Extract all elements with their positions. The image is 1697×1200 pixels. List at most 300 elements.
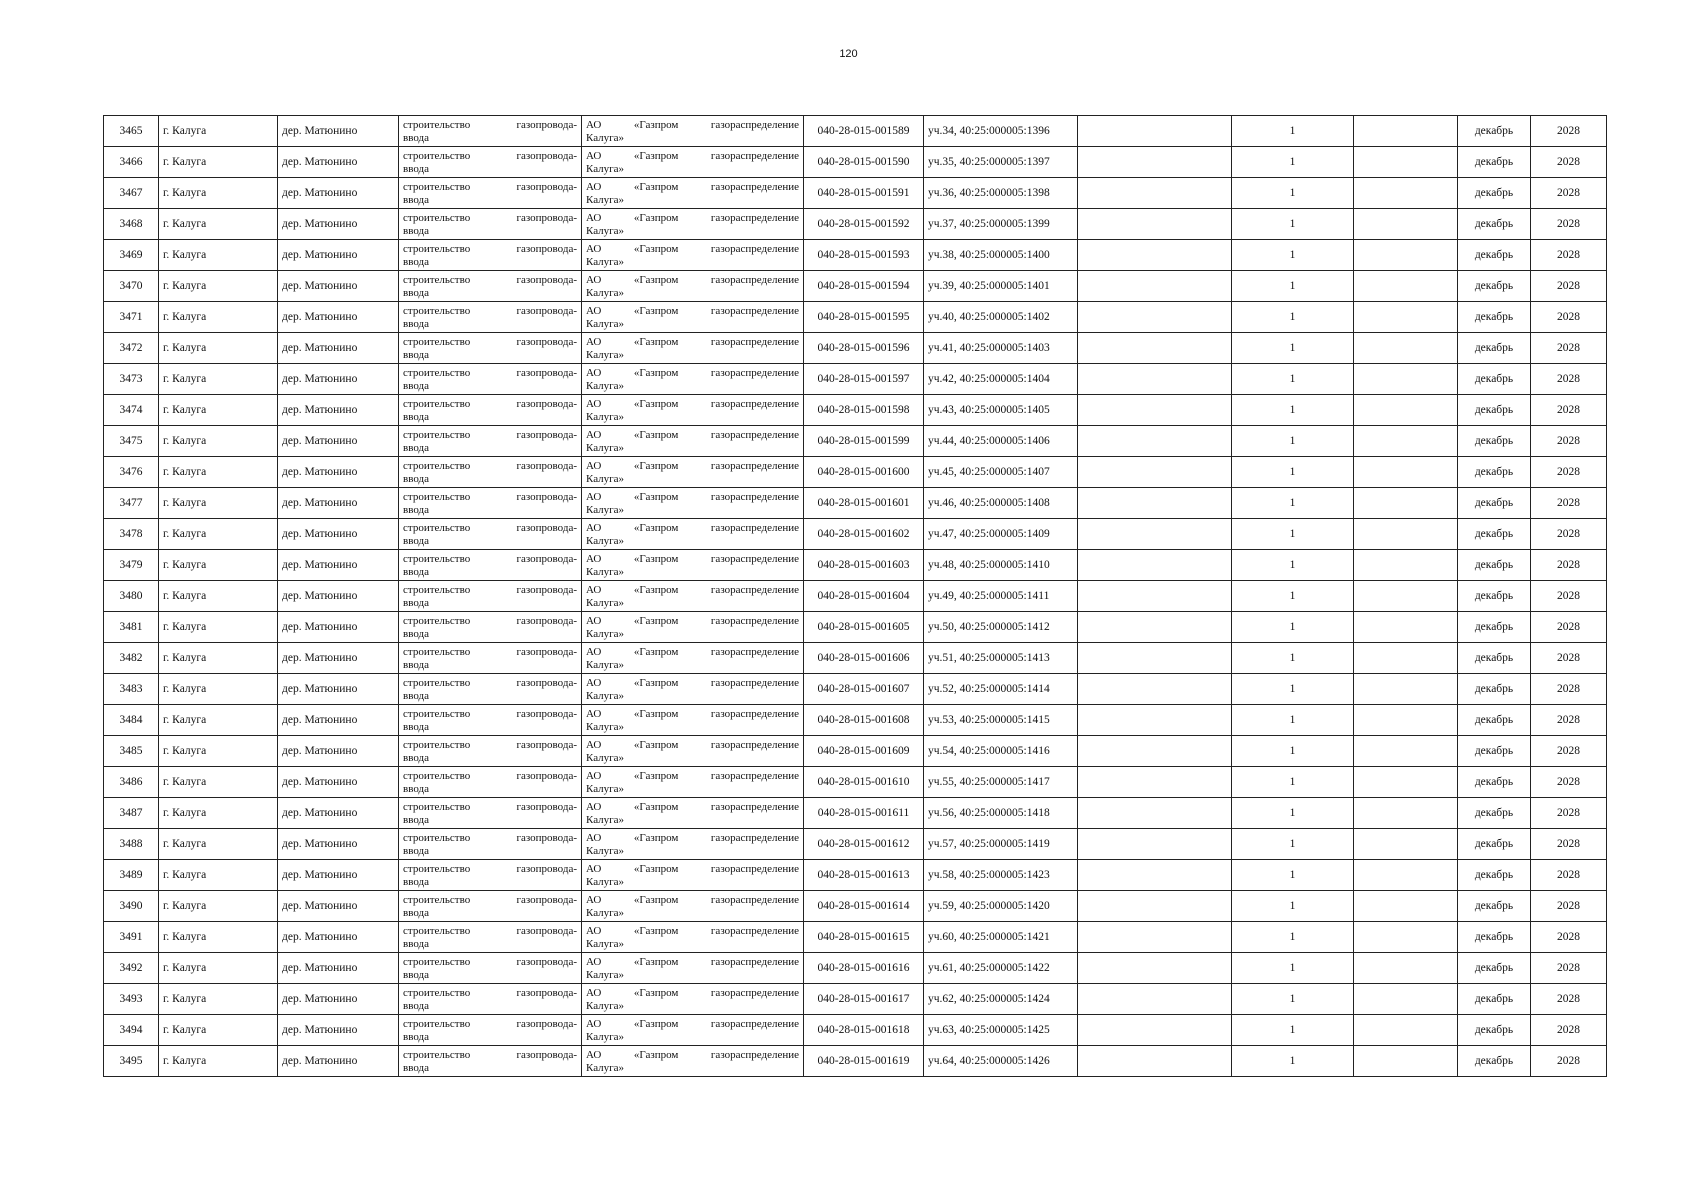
settlement-cell: дер. Матюнино bbox=[278, 922, 399, 953]
plot-cell: уч.52, 40:25:000005:1414 bbox=[924, 674, 1078, 705]
settlement-cell: дер. Матюнино bbox=[278, 798, 399, 829]
organization-cell bbox=[582, 364, 804, 395]
month-cell: декабрь bbox=[1458, 767, 1531, 798]
work-word-1: строительство bbox=[403, 677, 471, 689]
table-row bbox=[104, 891, 1607, 922]
quantity-cell: 1 bbox=[1232, 612, 1354, 643]
org-word-4: Калуга» bbox=[586, 752, 625, 764]
work-word-3: ввода bbox=[403, 442, 429, 454]
org-word-4: Калуга» bbox=[586, 442, 625, 454]
year-cell: 2028 bbox=[1531, 395, 1607, 426]
settlement-cell: дер. Матюнино bbox=[278, 953, 399, 984]
month-cell: декабрь bbox=[1458, 643, 1531, 674]
org-word-1: АО bbox=[586, 677, 602, 689]
settlement-cell: дер. Матюнино bbox=[278, 209, 399, 240]
work-word-2: газопровода- bbox=[516, 1018, 577, 1030]
org-word-2: «Газпром bbox=[633, 739, 679, 751]
plot-cell: уч.53, 40:25:000005:1415 bbox=[924, 705, 1078, 736]
empty-cell bbox=[1354, 209, 1458, 240]
org-word-1: АО bbox=[586, 1018, 602, 1030]
work-word-1: строительство bbox=[403, 367, 471, 379]
month-cell: декабрь bbox=[1458, 953, 1531, 984]
org-word-1: АО bbox=[586, 305, 602, 317]
plot-cell: уч.34, 40:25:000005:1396 bbox=[924, 116, 1078, 147]
year-cell: 2028 bbox=[1531, 643, 1607, 674]
city-cell: г. Калуга bbox=[159, 364, 278, 395]
settlement-cell: дер. Матюнино bbox=[278, 302, 399, 333]
org-word-4: Калуга» bbox=[586, 256, 625, 268]
quantity-cell: 1 bbox=[1232, 209, 1354, 240]
org-word-2: «Газпром bbox=[633, 1049, 679, 1061]
plot-cell: уч.51, 40:25:000005:1413 bbox=[924, 643, 1078, 674]
month-cell: декабрь bbox=[1458, 736, 1531, 767]
org-word-3: газораспределение bbox=[710, 553, 799, 565]
org-word-1: АО bbox=[586, 119, 602, 131]
year-cell: 2028 bbox=[1531, 922, 1607, 953]
plot-cell: уч.45, 40:25:000005:1407 bbox=[924, 457, 1078, 488]
month-cell: декабрь bbox=[1458, 302, 1531, 333]
empty-cell bbox=[1354, 705, 1458, 736]
year-cell: 2028 bbox=[1531, 1015, 1607, 1046]
org-word-4: Калуга» bbox=[586, 876, 625, 888]
table-row bbox=[104, 395, 1607, 426]
empty-cell bbox=[1354, 178, 1458, 209]
org-word-3: газораспределение bbox=[710, 181, 799, 193]
city-cell: г. Калуга bbox=[159, 147, 278, 178]
org-word-2: «Газпром bbox=[633, 801, 679, 813]
work-word-1: строительство bbox=[403, 150, 471, 162]
empty-cell bbox=[1078, 860, 1232, 891]
work-word-1: строительство bbox=[403, 801, 471, 813]
row-number: 3476 bbox=[104, 457, 159, 488]
year-cell: 2028 bbox=[1531, 209, 1607, 240]
empty-cell bbox=[1078, 1046, 1232, 1077]
table-row bbox=[104, 829, 1607, 860]
registry-code-cell: 040-28-015-001616 bbox=[804, 953, 924, 984]
empty-cell bbox=[1354, 519, 1458, 550]
work-word-1: строительство bbox=[403, 739, 471, 751]
city-cell: г. Калуга bbox=[159, 705, 278, 736]
row-number: 3486 bbox=[104, 767, 159, 798]
empty-cell bbox=[1354, 488, 1458, 519]
row-number: 3493 bbox=[104, 984, 159, 1015]
organization-cell bbox=[582, 488, 804, 519]
org-word-4: Калуга» bbox=[586, 504, 625, 516]
quantity-cell: 1 bbox=[1232, 1015, 1354, 1046]
work-description-cell bbox=[399, 736, 582, 767]
quantity-cell: 1 bbox=[1232, 643, 1354, 674]
organization-cell bbox=[582, 705, 804, 736]
table-row bbox=[104, 1015, 1607, 1046]
work-word-1: строительство bbox=[403, 708, 471, 720]
org-word-3: газораспределение bbox=[710, 801, 799, 813]
row-number: 3477 bbox=[104, 488, 159, 519]
registry-code-cell: 040-28-015-001612 bbox=[804, 829, 924, 860]
org-word-1: АО bbox=[586, 708, 602, 720]
work-word-2: газопровода- bbox=[516, 460, 577, 472]
city-cell: г. Калуга bbox=[159, 922, 278, 953]
work-word-2: газопровода- bbox=[516, 243, 577, 255]
plot-cell: уч.60, 40:25:000005:1421 bbox=[924, 922, 1078, 953]
quantity-cell: 1 bbox=[1232, 922, 1354, 953]
settlement-cell: дер. Матюнино bbox=[278, 674, 399, 705]
row-number: 3492 bbox=[104, 953, 159, 984]
organization-cell bbox=[582, 922, 804, 953]
org-word-2: «Газпром bbox=[633, 956, 679, 968]
org-word-1: АО bbox=[586, 863, 602, 875]
work-word-1: строительство bbox=[403, 584, 471, 596]
org-word-2: «Газпром bbox=[633, 987, 679, 999]
organization-cell bbox=[582, 767, 804, 798]
empty-cell bbox=[1078, 209, 1232, 240]
registry-code-cell: 040-28-015-001618 bbox=[804, 1015, 924, 1046]
org-word-4: Калуга» bbox=[586, 225, 625, 237]
plot-cell: уч.50, 40:25:000005:1412 bbox=[924, 612, 1078, 643]
work-description-cell bbox=[399, 1015, 582, 1046]
org-word-1: АО bbox=[586, 212, 602, 224]
org-word-2: «Газпром bbox=[633, 677, 679, 689]
row-number: 3483 bbox=[104, 674, 159, 705]
settlement-cell: дер. Матюнино bbox=[278, 116, 399, 147]
empty-cell bbox=[1078, 922, 1232, 953]
empty-cell bbox=[1078, 240, 1232, 271]
org-word-3: газораспределение bbox=[710, 274, 799, 286]
registry-code-cell: 040-28-015-001606 bbox=[804, 643, 924, 674]
work-word-2: газопровода- bbox=[516, 522, 577, 534]
settlement-cell: дер. Матюнино bbox=[278, 736, 399, 767]
table-row bbox=[104, 519, 1607, 550]
work-word-3: ввода bbox=[403, 349, 429, 361]
registry-code-cell: 040-28-015-001610 bbox=[804, 767, 924, 798]
org-word-1: АО bbox=[586, 553, 602, 565]
settlement-cell: дер. Матюнино bbox=[278, 488, 399, 519]
registry-code-cell: 040-28-015-001608 bbox=[804, 705, 924, 736]
organization-cell bbox=[582, 426, 804, 457]
year-cell: 2028 bbox=[1531, 829, 1607, 860]
table-row bbox=[104, 457, 1607, 488]
year-cell: 2028 bbox=[1531, 426, 1607, 457]
register-table bbox=[103, 115, 1607, 1077]
org-word-3: газораспределение bbox=[710, 987, 799, 999]
organization-cell bbox=[582, 240, 804, 271]
work-description-cell bbox=[399, 891, 582, 922]
work-word-2: газопровода- bbox=[516, 987, 577, 999]
org-word-2: «Газпром bbox=[633, 491, 679, 503]
work-word-1: строительство bbox=[403, 429, 471, 441]
empty-cell bbox=[1078, 364, 1232, 395]
organization-cell bbox=[582, 829, 804, 860]
work-word-1: строительство bbox=[403, 460, 471, 472]
empty-cell bbox=[1354, 922, 1458, 953]
work-word-1: строительство bbox=[403, 398, 471, 410]
org-word-3: газораспределение bbox=[710, 739, 799, 751]
year-cell: 2028 bbox=[1531, 891, 1607, 922]
registry-code-cell: 040-28-015-001609 bbox=[804, 736, 924, 767]
city-cell: г. Калуга bbox=[159, 829, 278, 860]
org-word-3: газораспределение bbox=[710, 491, 799, 503]
org-word-4: Калуга» bbox=[586, 349, 625, 361]
empty-cell bbox=[1354, 581, 1458, 612]
row-number: 3475 bbox=[104, 426, 159, 457]
registry-code-cell: 040-28-015-001602 bbox=[804, 519, 924, 550]
settlement-cell: дер. Матюнино bbox=[278, 643, 399, 674]
work-word-2: газопровода- bbox=[516, 832, 577, 844]
page-number: 120 bbox=[839, 48, 858, 60]
month-cell: декабрь bbox=[1458, 612, 1531, 643]
plot-cell: уч.48, 40:25:000005:1410 bbox=[924, 550, 1078, 581]
year-cell: 2028 bbox=[1531, 457, 1607, 488]
org-word-1: АО bbox=[586, 770, 602, 782]
org-word-4: Калуга» bbox=[586, 318, 625, 330]
year-cell: 2028 bbox=[1531, 581, 1607, 612]
quantity-cell: 1 bbox=[1232, 550, 1354, 581]
empty-cell bbox=[1078, 984, 1232, 1015]
work-word-3: ввода bbox=[403, 163, 429, 175]
quantity-cell: 1 bbox=[1232, 767, 1354, 798]
work-word-2: газопровода- bbox=[516, 553, 577, 565]
row-number: 3488 bbox=[104, 829, 159, 860]
plot-cell: уч.37, 40:25:000005:1399 bbox=[924, 209, 1078, 240]
org-word-4: Калуга» bbox=[586, 783, 625, 795]
registry-code-cell: 040-28-015-001619 bbox=[804, 1046, 924, 1077]
work-word-1: строительство bbox=[403, 1018, 471, 1030]
empty-cell bbox=[1354, 1015, 1458, 1046]
city-cell: г. Калуга bbox=[159, 612, 278, 643]
city-cell: г. Калуга bbox=[159, 984, 278, 1015]
year-cell: 2028 bbox=[1531, 705, 1607, 736]
org-word-2: «Газпром bbox=[633, 553, 679, 565]
organization-cell bbox=[582, 271, 804, 302]
year-cell: 2028 bbox=[1531, 147, 1607, 178]
work-word-3: ввода bbox=[403, 597, 429, 609]
row-number: 3470 bbox=[104, 271, 159, 302]
organization-cell bbox=[582, 116, 804, 147]
month-cell: декабрь bbox=[1458, 271, 1531, 302]
work-word-2: газопровода- bbox=[516, 770, 577, 782]
org-word-4: Калуга» bbox=[586, 628, 625, 640]
org-word-2: «Газпром bbox=[633, 305, 679, 317]
settlement-cell: дер. Матюнино bbox=[278, 612, 399, 643]
organization-cell bbox=[582, 891, 804, 922]
empty-cell bbox=[1078, 395, 1232, 426]
org-word-1: АО bbox=[586, 894, 602, 906]
row-number: 3494 bbox=[104, 1015, 159, 1046]
row-number: 3495 bbox=[104, 1046, 159, 1077]
work-word-2: газопровода- bbox=[516, 956, 577, 968]
quantity-cell: 1 bbox=[1232, 457, 1354, 488]
row-number: 3478 bbox=[104, 519, 159, 550]
empty-cell bbox=[1078, 829, 1232, 860]
empty-cell bbox=[1078, 147, 1232, 178]
row-number: 3469 bbox=[104, 240, 159, 271]
row-number: 3489 bbox=[104, 860, 159, 891]
year-cell: 2028 bbox=[1531, 271, 1607, 302]
org-word-2: «Газпром bbox=[633, 212, 679, 224]
work-word-3: ввода bbox=[403, 721, 429, 733]
org-word-2: «Газпром bbox=[633, 863, 679, 875]
org-word-3: газораспределение bbox=[710, 150, 799, 162]
work-word-3: ввода bbox=[403, 845, 429, 857]
quantity-cell: 1 bbox=[1232, 860, 1354, 891]
city-cell: г. Калуга bbox=[159, 1015, 278, 1046]
org-word-4: Калуга» bbox=[586, 907, 625, 919]
work-description-cell bbox=[399, 550, 582, 581]
org-word-4: Калуга» bbox=[586, 411, 625, 423]
work-word-1: строительство bbox=[403, 119, 471, 131]
empty-cell bbox=[1354, 767, 1458, 798]
work-description-cell bbox=[399, 116, 582, 147]
work-word-3: ввода bbox=[403, 783, 429, 795]
work-description-cell bbox=[399, 209, 582, 240]
org-word-1: АО bbox=[586, 987, 602, 999]
year-cell: 2028 bbox=[1531, 116, 1607, 147]
work-word-3: ввода bbox=[403, 535, 429, 547]
month-cell: декабрь bbox=[1458, 395, 1531, 426]
org-word-3: газораспределение bbox=[710, 460, 799, 472]
organization-cell bbox=[582, 581, 804, 612]
plot-cell: уч.55, 40:25:000005:1417 bbox=[924, 767, 1078, 798]
org-word-2: «Газпром bbox=[633, 615, 679, 627]
org-word-3: газораспределение bbox=[710, 925, 799, 937]
row-number: 3479 bbox=[104, 550, 159, 581]
row-number: 3471 bbox=[104, 302, 159, 333]
plot-cell: уч.41, 40:25:000005:1403 bbox=[924, 333, 1078, 364]
org-word-4: Калуга» bbox=[586, 969, 625, 981]
empty-cell bbox=[1354, 116, 1458, 147]
quantity-cell: 1 bbox=[1232, 829, 1354, 860]
org-word-2: «Газпром bbox=[633, 522, 679, 534]
empty-cell bbox=[1354, 798, 1458, 829]
row-number: 3465 bbox=[104, 116, 159, 147]
month-cell: декабрь bbox=[1458, 519, 1531, 550]
org-word-4: Калуга» bbox=[586, 566, 625, 578]
empty-cell bbox=[1078, 426, 1232, 457]
org-word-3: газораспределение bbox=[710, 894, 799, 906]
registry-code-cell: 040-28-015-001591 bbox=[804, 178, 924, 209]
table-row bbox=[104, 1046, 1607, 1077]
empty-cell bbox=[1078, 953, 1232, 984]
empty-cell bbox=[1078, 519, 1232, 550]
org-word-1: АО bbox=[586, 243, 602, 255]
city-cell: г. Калуга bbox=[159, 550, 278, 581]
empty-cell bbox=[1354, 550, 1458, 581]
year-cell: 2028 bbox=[1531, 798, 1607, 829]
registry-code-cell: 040-28-015-001607 bbox=[804, 674, 924, 705]
table-row bbox=[104, 984, 1607, 1015]
month-cell: декабрь bbox=[1458, 891, 1531, 922]
quantity-cell: 1 bbox=[1232, 395, 1354, 426]
empty-cell bbox=[1354, 736, 1458, 767]
quantity-cell: 1 bbox=[1232, 271, 1354, 302]
settlement-cell: дер. Матюнино bbox=[278, 240, 399, 271]
quantity-cell: 1 bbox=[1232, 984, 1354, 1015]
org-word-4: Калуга» bbox=[586, 194, 625, 206]
month-cell: декабрь bbox=[1458, 581, 1531, 612]
plot-cell: уч.46, 40:25:000005:1408 bbox=[924, 488, 1078, 519]
empty-cell bbox=[1078, 798, 1232, 829]
year-cell: 2028 bbox=[1531, 333, 1607, 364]
work-description-cell bbox=[399, 240, 582, 271]
quantity-cell: 1 bbox=[1232, 364, 1354, 395]
org-word-1: АО bbox=[586, 181, 602, 193]
org-word-3: газораспределение bbox=[710, 522, 799, 534]
work-word-2: газопровода- bbox=[516, 491, 577, 503]
city-cell: г. Калуга bbox=[159, 178, 278, 209]
org-word-2: «Газпром bbox=[633, 708, 679, 720]
row-number: 3468 bbox=[104, 209, 159, 240]
org-word-3: газораспределение bbox=[710, 832, 799, 844]
row-number: 3467 bbox=[104, 178, 159, 209]
work-word-3: ввода bbox=[403, 628, 429, 640]
empty-cell bbox=[1354, 457, 1458, 488]
year-cell: 2028 bbox=[1531, 736, 1607, 767]
quantity-cell: 1 bbox=[1232, 426, 1354, 457]
org-word-3: газораспределение bbox=[710, 119, 799, 131]
settlement-cell: дер. Матюнино bbox=[278, 581, 399, 612]
work-description-cell bbox=[399, 860, 582, 891]
work-description-cell bbox=[399, 581, 582, 612]
city-cell: г. Калуга bbox=[159, 333, 278, 364]
quantity-cell: 1 bbox=[1232, 302, 1354, 333]
org-word-2: «Газпром bbox=[633, 1018, 679, 1030]
month-cell: декабрь bbox=[1458, 209, 1531, 240]
settlement-cell: дер. Матюнино bbox=[278, 705, 399, 736]
settlement-cell: дер. Матюнино bbox=[278, 860, 399, 891]
work-description-cell bbox=[399, 643, 582, 674]
org-word-2: «Газпром bbox=[633, 770, 679, 782]
work-description-cell bbox=[399, 674, 582, 705]
org-word-1: АО bbox=[586, 739, 602, 751]
work-word-2: газопровода- bbox=[516, 801, 577, 813]
org-word-3: газораспределение bbox=[710, 1018, 799, 1030]
org-word-4: Калуга» bbox=[586, 287, 625, 299]
org-word-4: Калуга» bbox=[586, 380, 625, 392]
settlement-cell: дер. Матюнино bbox=[278, 891, 399, 922]
settlement-cell: дер. Матюнино bbox=[278, 829, 399, 860]
empty-cell bbox=[1078, 457, 1232, 488]
month-cell: декабрь bbox=[1458, 798, 1531, 829]
settlement-cell: дер. Матюнино bbox=[278, 178, 399, 209]
org-word-3: газораспределение bbox=[710, 770, 799, 782]
work-word-2: газопровода- bbox=[516, 894, 577, 906]
work-word-3: ввода bbox=[403, 1031, 429, 1043]
quantity-cell: 1 bbox=[1232, 953, 1354, 984]
organization-cell bbox=[582, 643, 804, 674]
settlement-cell: дер. Матюнино bbox=[278, 395, 399, 426]
table-row bbox=[104, 178, 1607, 209]
empty-cell bbox=[1354, 674, 1458, 705]
work-word-1: строительство bbox=[403, 336, 471, 348]
org-word-3: газораспределение bbox=[710, 398, 799, 410]
work-word-1: строительство bbox=[403, 522, 471, 534]
table-row bbox=[104, 705, 1607, 736]
organization-cell bbox=[582, 984, 804, 1015]
city-cell: г. Калуга bbox=[159, 860, 278, 891]
city-cell: г. Калуга bbox=[159, 891, 278, 922]
city-cell: г. Калуга bbox=[159, 519, 278, 550]
org-word-4: Калуга» bbox=[586, 163, 625, 175]
org-word-1: АО bbox=[586, 336, 602, 348]
registry-code-cell: 040-28-015-001598 bbox=[804, 395, 924, 426]
organization-cell bbox=[582, 302, 804, 333]
year-cell: 2028 bbox=[1531, 1046, 1607, 1077]
quantity-cell: 1 bbox=[1232, 147, 1354, 178]
work-word-1: строительство bbox=[403, 181, 471, 193]
org-word-4: Калуга» bbox=[586, 132, 625, 144]
registry-code-cell: 040-28-015-001614 bbox=[804, 891, 924, 922]
month-cell: декабрь bbox=[1458, 922, 1531, 953]
city-cell: г. Калуга bbox=[159, 209, 278, 240]
